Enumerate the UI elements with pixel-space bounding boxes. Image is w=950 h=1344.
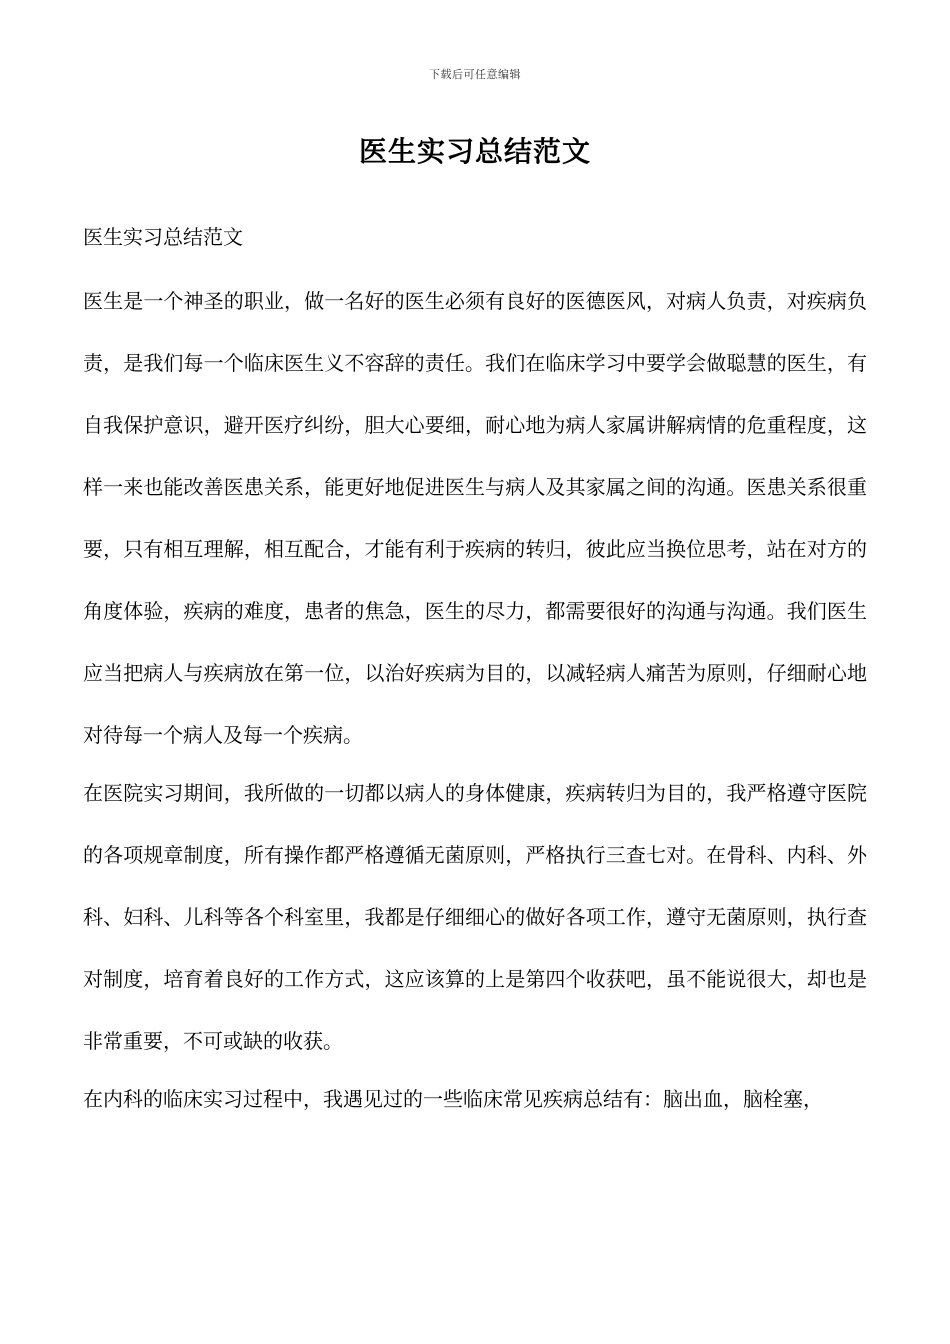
header-note: 下载后可任意编辑 — [429, 68, 521, 81]
paragraph-3: 在内科的临床实习过程中，我遇见过的一些临床常见疾病总结有：脑出血，脑栓塞， — [83, 1087, 823, 1111]
document-title: 医生实习总结范文 — [358, 135, 591, 168]
document-subtitle: 医生实习总结范文 — [83, 225, 243, 249]
paragraph-1: 医生是一个神圣的职业，做一名好的医生必须有良好的医德医风，对病人负责，对疾病负责，是我们每一个临床医生义不容辞的责任。我们在临床学习中要学会做聪慧的医生，有自我保护意识，避开医疗纠纷，胆大心要细，耐心地为病人家属讲解病情的危重程度，这样一来也能改善医患关系，能更好地促进医生与病人及其家属之间的沟通。医患关系很重要，只有相互理解，相互配合，才能有利于疾病的转归，彼此应当换位思考，站在对方的角度体验，疾病的难度，患者的焦急，医生的尽力，都需要很好的沟通与沟通。我们医生应当把病人与疾病放在第一位，以治好疾病为目的，以减轻病人痛苦为原则，仔细耐心地对待每一个病人及每一个疾病。 — [83, 289, 867, 747]
document-body — [83, 218, 867, 1130]
paragraph-2: 在医院实习期间，我所做的一切都以病人的身体健康，疾病转归为目的，我严格遵守医院的各项规章制度，所有操作都严格遵循无菌原则，严格执行三查七对。在骨科、内科、外科、妇科、儿科等各个科室里，我都是仔细细心的做好各项工作，遵守无菌原则，执行查对制度，培育着良好的工作方式，这应该算的上是第四个收获吧，虽不能说很大，却也是非常重要，不可或缺的收获。 — [83, 781, 867, 1053]
